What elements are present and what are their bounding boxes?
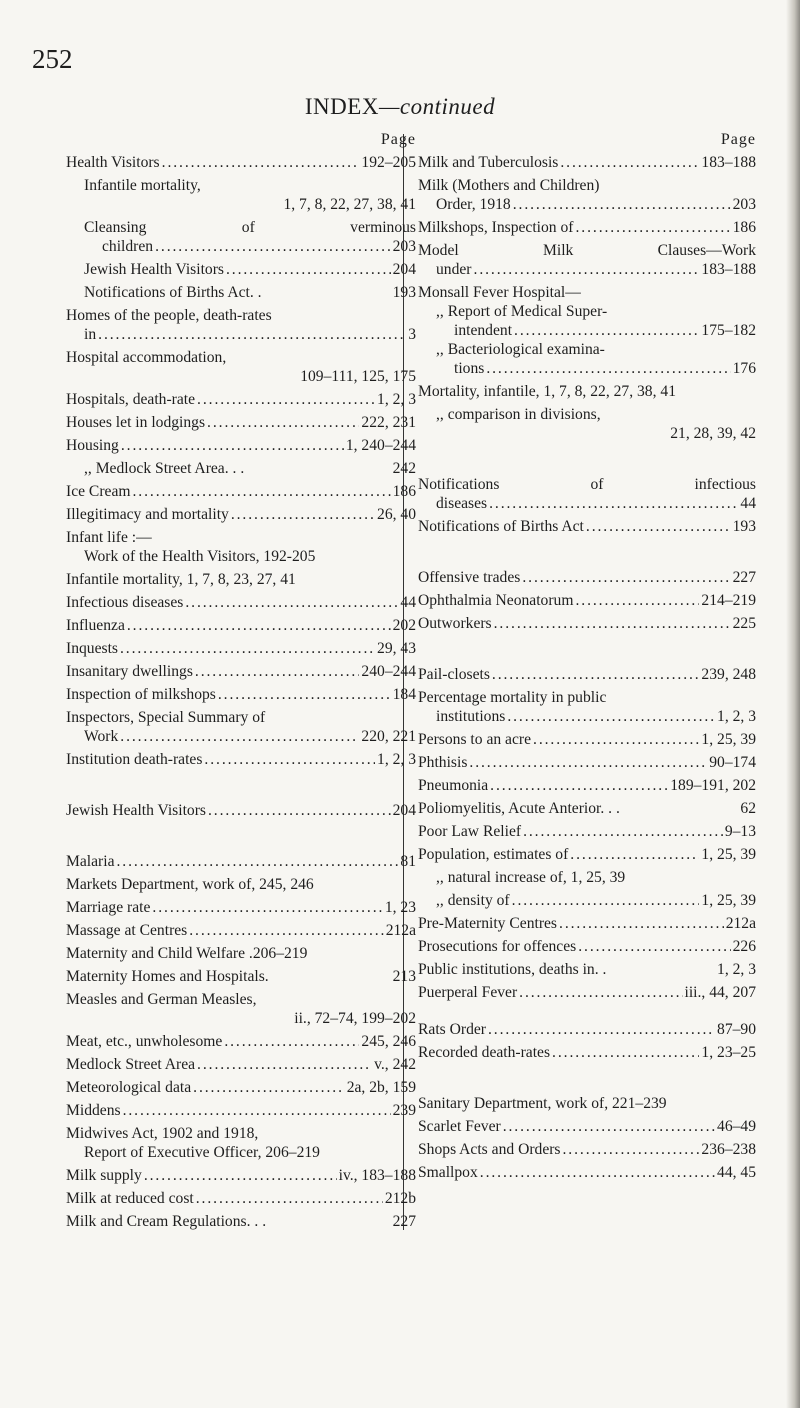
index-entry: Offensive trades . . . 227 (418, 568, 756, 587)
index-entry: Milk (Mothers and Children) Order, 1918 . . . 203 (418, 176, 756, 214)
index-entry: Infantile mortality, 1, 7, 8, 22, 27, 38, 41 (84, 177, 416, 213)
index-entry: Measles and German Measles, ii., 72–74, 199–202 (66, 991, 416, 1027)
index-entry: Sanitary Department, work of, 221–239 (418, 1095, 667, 1112)
index-entry: Institution death-rates . . . 1, 2, 3 (66, 750, 416, 769)
index-entry: Poor Law Relief . . . 9–13 (418, 822, 756, 841)
page-edge-shadow (786, 0, 800, 1408)
index-entry: Recorded death-rates . . . 1, 23–25 (418, 1043, 756, 1062)
index-column-left (66, 130, 416, 1235)
index-entry: Meat, etc., unwholesome . . . 245, 246 (66, 1032, 416, 1051)
index-entry: Massage at Centres . . . 212a (66, 921, 416, 940)
index-entry: Scarlet Fever . . . 46–49 (418, 1117, 756, 1136)
index-entry: Milkshops, Inspection of . . . 186 (418, 218, 756, 237)
index-entry: Mortality, infantile, 1, 7, 8, 22, 27, 38, 41 (418, 383, 676, 400)
index-entry: Inspectors, Special Summary of Work . . . 220, 221 (66, 708, 416, 746)
index-entry: Puerperal Fever . . . iii., 44, 207 (418, 983, 756, 1002)
header-title: INDEX (304, 94, 379, 119)
index-entry: ,, density of . . . 1, 25, 39 (418, 891, 756, 910)
index-entry: Houses let in lodgings . . . 222, 231 (66, 413, 416, 432)
index-entry: Poliomyelitis, Acute Anterior. . . 62 (418, 800, 756, 817)
page-number: 252 (32, 44, 73, 74)
index-entry: Pre-Maternity Centres . . . 212a (418, 914, 756, 933)
index-entry: Monsall Fever Hospital— ,, Report of Medical Super- intendent . . . 175–182 ,, Bacteriological examina- tions . . . 176 (418, 283, 756, 378)
index-entry: Prosecutions for offences . . . 226 (418, 937, 756, 956)
index-entry: Ophthalmia Neonatorum . . . 214–219 (418, 591, 756, 610)
index-entry: Pail-closets . . . 239, 248 (418, 665, 756, 684)
index-entry: Ice Cream . . . 186 (66, 482, 416, 501)
page-header (0, 94, 800, 120)
index-entry: ,, natural increase of, 1, 25, 39 (436, 869, 626, 886)
index-entry: Milk supply . . . iv., 183–188 (66, 1166, 416, 1185)
index-entry: Infectious diseases . . . 44 (66, 593, 416, 612)
index-entry: Milk at reduced cost . . . 212b (66, 1189, 416, 1208)
index-entry: Marriage rate . . . 1, 23 (66, 898, 416, 917)
index-entry: Public institutions, deaths in. . 1, 2, 3 (418, 961, 756, 978)
index-entry: Notifications of infectious diseases . . . 44 (418, 475, 756, 513)
index-entry: Population, estimates of . . . 1, 25, 39 (418, 845, 756, 864)
column-page-label: Page (380, 131, 416, 148)
index-entry: Middens . . . 239 (66, 1101, 416, 1120)
index-entry: Notifications of Births Act . . . 193 (418, 517, 756, 536)
index-entry: Maternity Homes and Hospitals. 213 (66, 968, 416, 985)
index-entry: Midwives Act, 1902 and 1918, Report of Executive Officer, 206–219 (66, 1125, 320, 1161)
index-entry: Homes of the people, death-rates in . . . 3 (66, 306, 416, 344)
index-entry: Notifications of Births Act. . 193 (84, 284, 416, 301)
header-continued: —continued (378, 94, 496, 119)
index-entry: Cleansing of verminous children . . . 203 (66, 218, 416, 256)
index-entry: Percentage mortality in public institutions . . . 1, 2, 3 (418, 688, 756, 726)
index-entry: Phthisis . . . 90–174 (418, 753, 756, 772)
index-entry: Inspection of milkshops . . . 184 (66, 685, 416, 704)
index-column-right (418, 130, 756, 1186)
index-entry: Influenza . . . 202 (66, 616, 416, 635)
index-entry: Outworkers . . . 225 (418, 614, 756, 633)
index-entry: Meteorological data . . . 2a, 2b, 159 (66, 1078, 416, 1097)
index-entry: Pneumonia . . . 189–191, 202 (418, 776, 756, 795)
index-entry: Milk and Cream Regulations. . . 227 (66, 1213, 416, 1230)
index-entry: Infant life :— Work of the Health Visitors, 192-205 (66, 529, 316, 565)
index-entry: Infantile mortality, 1, 7, 8, 23, 27, 41 (66, 571, 296, 588)
index-entry: Milk and Tuberculosis . . . 183–188 (418, 153, 756, 172)
index-entry: ,, comparison in divisions, 21, 28, 39, 42 (436, 406, 756, 442)
index-entry: Insanitary dwellings . . . 240–244 (66, 662, 416, 681)
index-entry: Hospital accommodation, 109–111, 125, 175 (66, 349, 416, 385)
index-entry: Jewish Health Visitors . . . 204 (66, 260, 416, 279)
index-entry: Persons to an acre . . . 1, 25, 39 (418, 730, 756, 749)
index-entry: Illegitimacy and mortality . . . 26, 40 (66, 505, 416, 524)
index-entry: Rats Order . . . 87–90 (418, 1020, 756, 1039)
index-entry: Housing . . . 1, 240–244 (66, 436, 416, 455)
index-entry: Malaria . . . 81 (66, 852, 416, 871)
index-entry: Medlock Street Area . . . v., 242 (66, 1055, 416, 1074)
index-entry: Markets Department, work of, 245, 246 (66, 876, 314, 893)
index-entry: Hospitals, death-rate . . . 1, 2, 3 (66, 390, 416, 409)
index-entry: Health Visitors . . . 192–205 (66, 153, 416, 172)
index-entry: Jewish Health Visitors . . . 204 (66, 801, 416, 820)
index-entry: Inquests . . . 29, 43 (66, 639, 416, 658)
index-entry: ,, Medlock Street Area. . . 242 (84, 460, 416, 477)
index-entry: Maternity and Child Welfare .206–219 (66, 945, 308, 962)
index-entry: Smallpox . . . 44, 45 (418, 1163, 756, 1182)
index-entry: Model Milk Clauses—Work under . . . 183–188 (418, 241, 756, 279)
column-page-label: Page (720, 131, 756, 148)
index-entry: Shops Acts and Orders . . . 236–238 (418, 1140, 756, 1159)
